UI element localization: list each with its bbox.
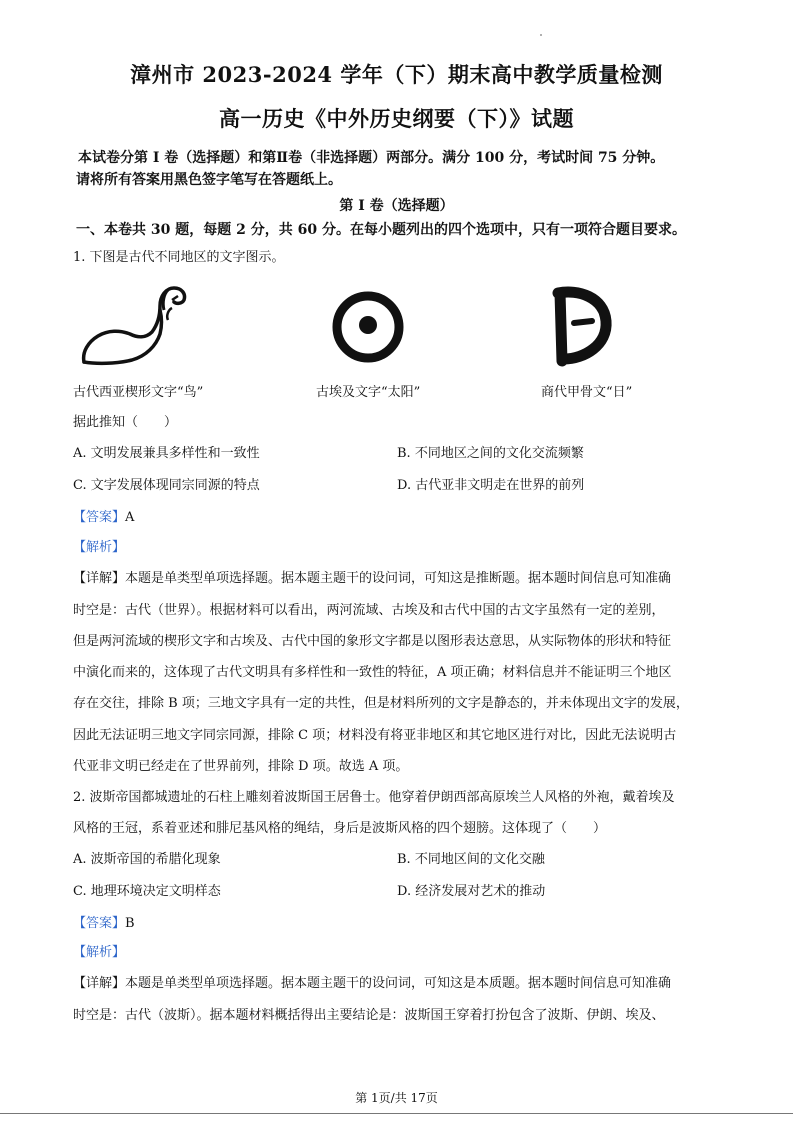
q1-option-b: B. 不同地区之间的文化交流频繁 bbox=[397, 446, 584, 461]
q2-answer bbox=[73, 915, 733, 933]
answer-tag: 【答案】 bbox=[73, 916, 126, 931]
q1-answer bbox=[73, 509, 733, 527]
q1-detail-line: 但是两河流域的楔形文字和古埃及、古代中国的象形文字都是以图形表达意思，从实际物体的形状和特征 bbox=[73, 634, 672, 649]
q2-option-a: A. 波斯帝国的希腊化现象 bbox=[73, 852, 221, 867]
q2-detail-line: 【详解】本题是单类型单项选择题。据本题主题干的设问词，可知这是本质题。据本题时间信息可知准确 bbox=[73, 976, 672, 991]
q1-detail-line: 存在交往，排除 B 项；三地文字具有一定的共性，但是材料所列的文字是静态的，并未体现出文字的发展， bbox=[73, 696, 689, 711]
q1-detail-line: 时空是：古代（世界）。根据材料可以看出，两河流域、古埃及和古代中国的古文字虽然有一定的差别， bbox=[73, 603, 665, 618]
q1-detail-line: 代亚非文明已经走在了世界前列，排除 D 项。故选 A 项。 bbox=[73, 759, 409, 774]
q2-option-b: B. 不同地区间的文化交融 bbox=[397, 852, 545, 867]
intro-line-1: 本试卷分第 I 卷（选择题）和第Ⅱ卷（非选择题）两部分。满分 100 分，考试时间 75 分钟。 bbox=[78, 150, 665, 166]
q1-option-a: A. 文明发展兼具多样性和一致性 bbox=[73, 446, 260, 461]
image-caption-bird: 古代西亚楔形文字“鸟” bbox=[73, 385, 204, 400]
q1-option-d: D. 古代亚非文明走在世界的前列 bbox=[397, 478, 585, 493]
image-caption-sun: 古埃及文字“太阳” bbox=[316, 385, 421, 400]
intro-line-2: 请将所有答案用黑色签字笔写在答题纸上。 bbox=[76, 172, 342, 188]
q2-stem-line: 2. 波斯帝国都城遗址的石柱上雕刻着波斯国王居鲁士。他穿着伊朗西部高原埃兰人风格的外袍，戴着埃及 bbox=[73, 790, 675, 805]
section-instruction: 一、本卷共 30 题，每题 2 分，共 60 分。在每小题列出的四个选项中，只有一项符合题目要求。 bbox=[76, 222, 686, 238]
q1-detail-line: 因此无法证明三地文字同宗同源，排除 C 项；材料没有将亚非地区和其它地区进行对比，因此无法说明古 bbox=[73, 728, 677, 743]
q2-option-d: D. 经济发展对艺术的推动 bbox=[397, 884, 546, 899]
detail-tag: 【详解】 bbox=[73, 571, 126, 586]
q2-option-c: C. 地理环境决定文明样态 bbox=[73, 884, 221, 899]
egyptian-sun-icon bbox=[328, 287, 408, 367]
q2-detail-line: 时空是：古代（波斯）。据本题材料概括得出主要结论是：波斯国王穿着打扮包含了波斯、伊朗、埃及、 bbox=[73, 1008, 665, 1023]
cuneiform-bird-icon bbox=[76, 280, 191, 370]
q2-analysis-tag: 【解析】 bbox=[73, 945, 126, 960]
section-title: 第 I 卷（选择题） bbox=[339, 198, 454, 214]
q1-stem: 1. 下图是古代不同地区的文字图示。 bbox=[73, 250, 285, 265]
scan-speck bbox=[540, 34, 542, 36]
exam-title: 漳州市 2023-2024 学年（下）期末高中教学质量检测 bbox=[130, 62, 663, 87]
image-caption-ri: 商代甲骨文“日” bbox=[541, 385, 633, 400]
answer-value: A bbox=[125, 510, 135, 525]
q1-option-c: C. 文字发展体现同宗同源的特点 bbox=[73, 478, 260, 493]
answer-value: B bbox=[125, 916, 135, 931]
bottom-divider bbox=[0, 1113, 793, 1114]
exam-subtitle: 高一历史《中外历史纲要（下）》试题 bbox=[219, 106, 574, 131]
answer-tag: 【答案】 bbox=[73, 510, 126, 525]
q1-detail-line: 中演化而来的，这体现了古代文明具有多样性和一致性的特征，A 项正确；材料信息并不能证明三个地区 bbox=[73, 665, 672, 680]
page-number: 第 1页/共 17页 bbox=[355, 1091, 438, 1105]
q2-stem-line: 风格的王冠，系着亚述和腓尼基风格的绳结，身后是波斯风格的四个翅膀。这体现了（ ） bbox=[73, 821, 607, 836]
q1-detail-line: 【详解】本题是单类型单项选择题。据本题主题干的设问词，可知这是推断题。据本题时间信息可知准确 bbox=[73, 571, 672, 586]
q1-analysis-tag: 【解析】 bbox=[73, 540, 126, 555]
oracle-bone-sun-icon bbox=[548, 285, 614, 367]
q1-prompt: 据此推知（ ） bbox=[73, 415, 178, 430]
detail-tag: 【详解】 bbox=[73, 976, 126, 991]
